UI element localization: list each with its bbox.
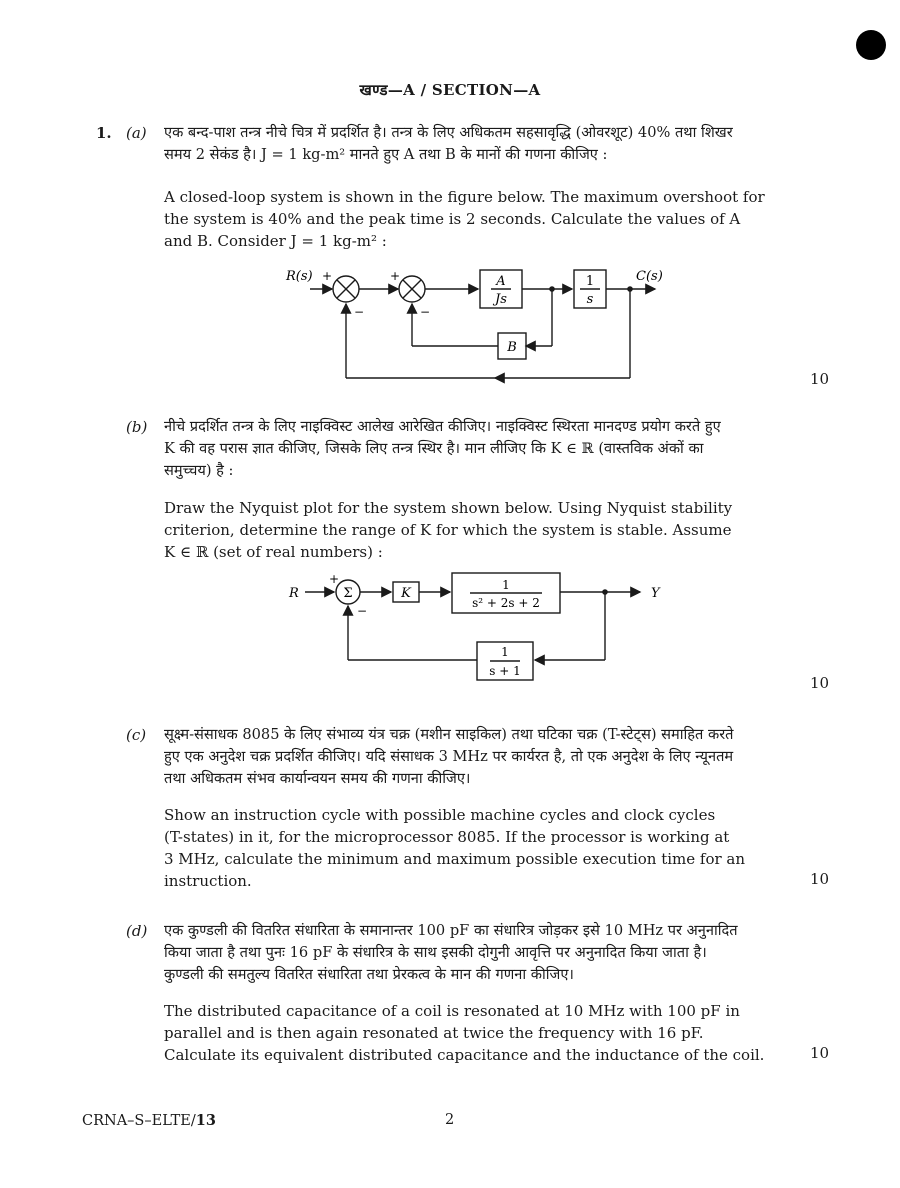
- part-a-hindi: एक बन्द-पाश तन्त्र नीचे चित्र में प्रदर्शित है। तन्त्र के लिए अधिकतम सहसावृद्धि (ओवरशूट) 40% तथा शिखर समय 2 सेकंड है। J = 1 kg-m² मानते हुए A तथा B के मानों की गणना कीजिए :: [164, 124, 733, 163]
- minus-sign: −: [357, 604, 368, 618]
- pickoff-point: [602, 589, 608, 595]
- feedback-numerator: 1: [501, 645, 509, 659]
- page-number: 2: [445, 1112, 455, 1128]
- black-dot-marker: [856, 30, 886, 60]
- section-heading: खण्ड—A / SECTION—A: [359, 81, 541, 99]
- part-c-hindi: सूक्ष्म-संसाधक 8085 के लिए संभाव्य यंत्र चक्र (मशीन साइकिल) तथा घटिका चक्र (T-स्टेट्स) समाहित करते हुए एक अनुदेश चक्र प्रदर्शित कीजिए। यदि संसाधक 3 MHz पर कार्यरत है, तो एक अनुदेश के लिए न्यूनतम तथा अधिकतम संभव कार्यान्वयन समय की गणना कीजिए।: [164, 726, 734, 787]
- part-b-marks: 10: [810, 674, 830, 692]
- block-a-denominator: Js: [495, 292, 507, 307]
- part-c-marks: 10: [810, 870, 830, 888]
- plus-sign: +: [322, 269, 333, 283]
- diagram-b-block-diagram: [285, 570, 685, 690]
- sigma-symbol: Σ: [343, 586, 353, 601]
- paper-code: CRNA–S–ELTE/13: [82, 1112, 216, 1129]
- output-label: Y: [651, 586, 660, 601]
- part-b-english: Draw the Nyquist plot for the system shown below. Using Nyquist stability criterion, determine the range of K for which the system is stable. Assume K ∈ ℝ (set of real numbers) :: [164, 499, 733, 561]
- block-s-denominator: s: [586, 292, 594, 307]
- forward-numerator: 1: [502, 578, 510, 592]
- output-label: C(s): [636, 269, 663, 284]
- pickoff-point: [627, 286, 633, 292]
- gain-label: K: [401, 586, 411, 601]
- part-d-label: (d): [126, 922, 148, 940]
- pickoff-point: [549, 286, 555, 292]
- block-a-numerator: A: [496, 274, 506, 289]
- input-label: R: [289, 586, 299, 601]
- minus-sign: −: [420, 305, 431, 319]
- plus-sign: +: [390, 269, 401, 283]
- block-s-numerator: 1: [585, 274, 595, 289]
- block-b-label: B: [507, 340, 517, 355]
- part-b-hindi: नीचे प्रदर्शित तन्त्र के लिए नाइक्विस्ट आलेख आरेखित कीजिए। नाइक्विस्ट स्थिरता मानदण्ड प्रयोग करते हुए K की वह परास ज्ञात कीजिए, जिसके लिए तन्त्र स्थिर है। मान लीजिए कि K ∈ ℝ (वास्तविक अंकों का समुच्चय) है :: [164, 418, 721, 479]
- part-d-hindi: एक कुण्डली की वितरित संधारिता के समानान्तर 100 pF का संधारित्र जोड़कर इसे 10 MHz पर अनुनादित किया जाता है तथा पुनः 16 pF के संधारित्र के साथ इसकी दोगुनी आवृत्ति पर अनुनादित किया जाता है। कुण्डली की समतुल्य वितरित संधारिता तथा प्रेरकत्व के मान की गणना कीजिए।: [164, 922, 738, 983]
- part-d-english: The distributed capacitance of a coil is resonated at 10 MHz with 100 pF in parallel and is then again resonated at twice the frequency with 16 pF. Calculate its equivalent distributed capacitance and the inductance of the coil.: [164, 1002, 765, 1064]
- part-a-english: A closed-loop system is shown in the figure below. The maximum overshoot for the system is 40% and the peak time is 2 seconds. Calculate the values of A and B. Consider J = 1 kg-m² :: [164, 188, 765, 250]
- question-number: 1.: [96, 124, 112, 142]
- part-d-marks: 10: [810, 1044, 830, 1062]
- input-label: R(s): [286, 269, 313, 284]
- part-a-marks: 10: [810, 370, 830, 388]
- feedback-denominator: s + 1: [489, 664, 521, 678]
- minus-sign: −: [354, 305, 365, 319]
- diagram-a-block-diagram: [270, 258, 670, 388]
- part-c-english: Show an instruction cycle with possible machine cycles and clock cycles (T-states) in it, for the microprocessor 8085. If the processor is working at 3 MHz, calculate the minimum and maximum possible execution time for an instruction.: [164, 806, 746, 890]
- plus-sign: +: [329, 572, 340, 586]
- part-b-label: (b): [126, 418, 148, 436]
- forward-denominator: s² + 2s + 2: [472, 596, 540, 610]
- part-a-label: (a): [126, 124, 147, 142]
- part-c-label: (c): [126, 726, 147, 744]
